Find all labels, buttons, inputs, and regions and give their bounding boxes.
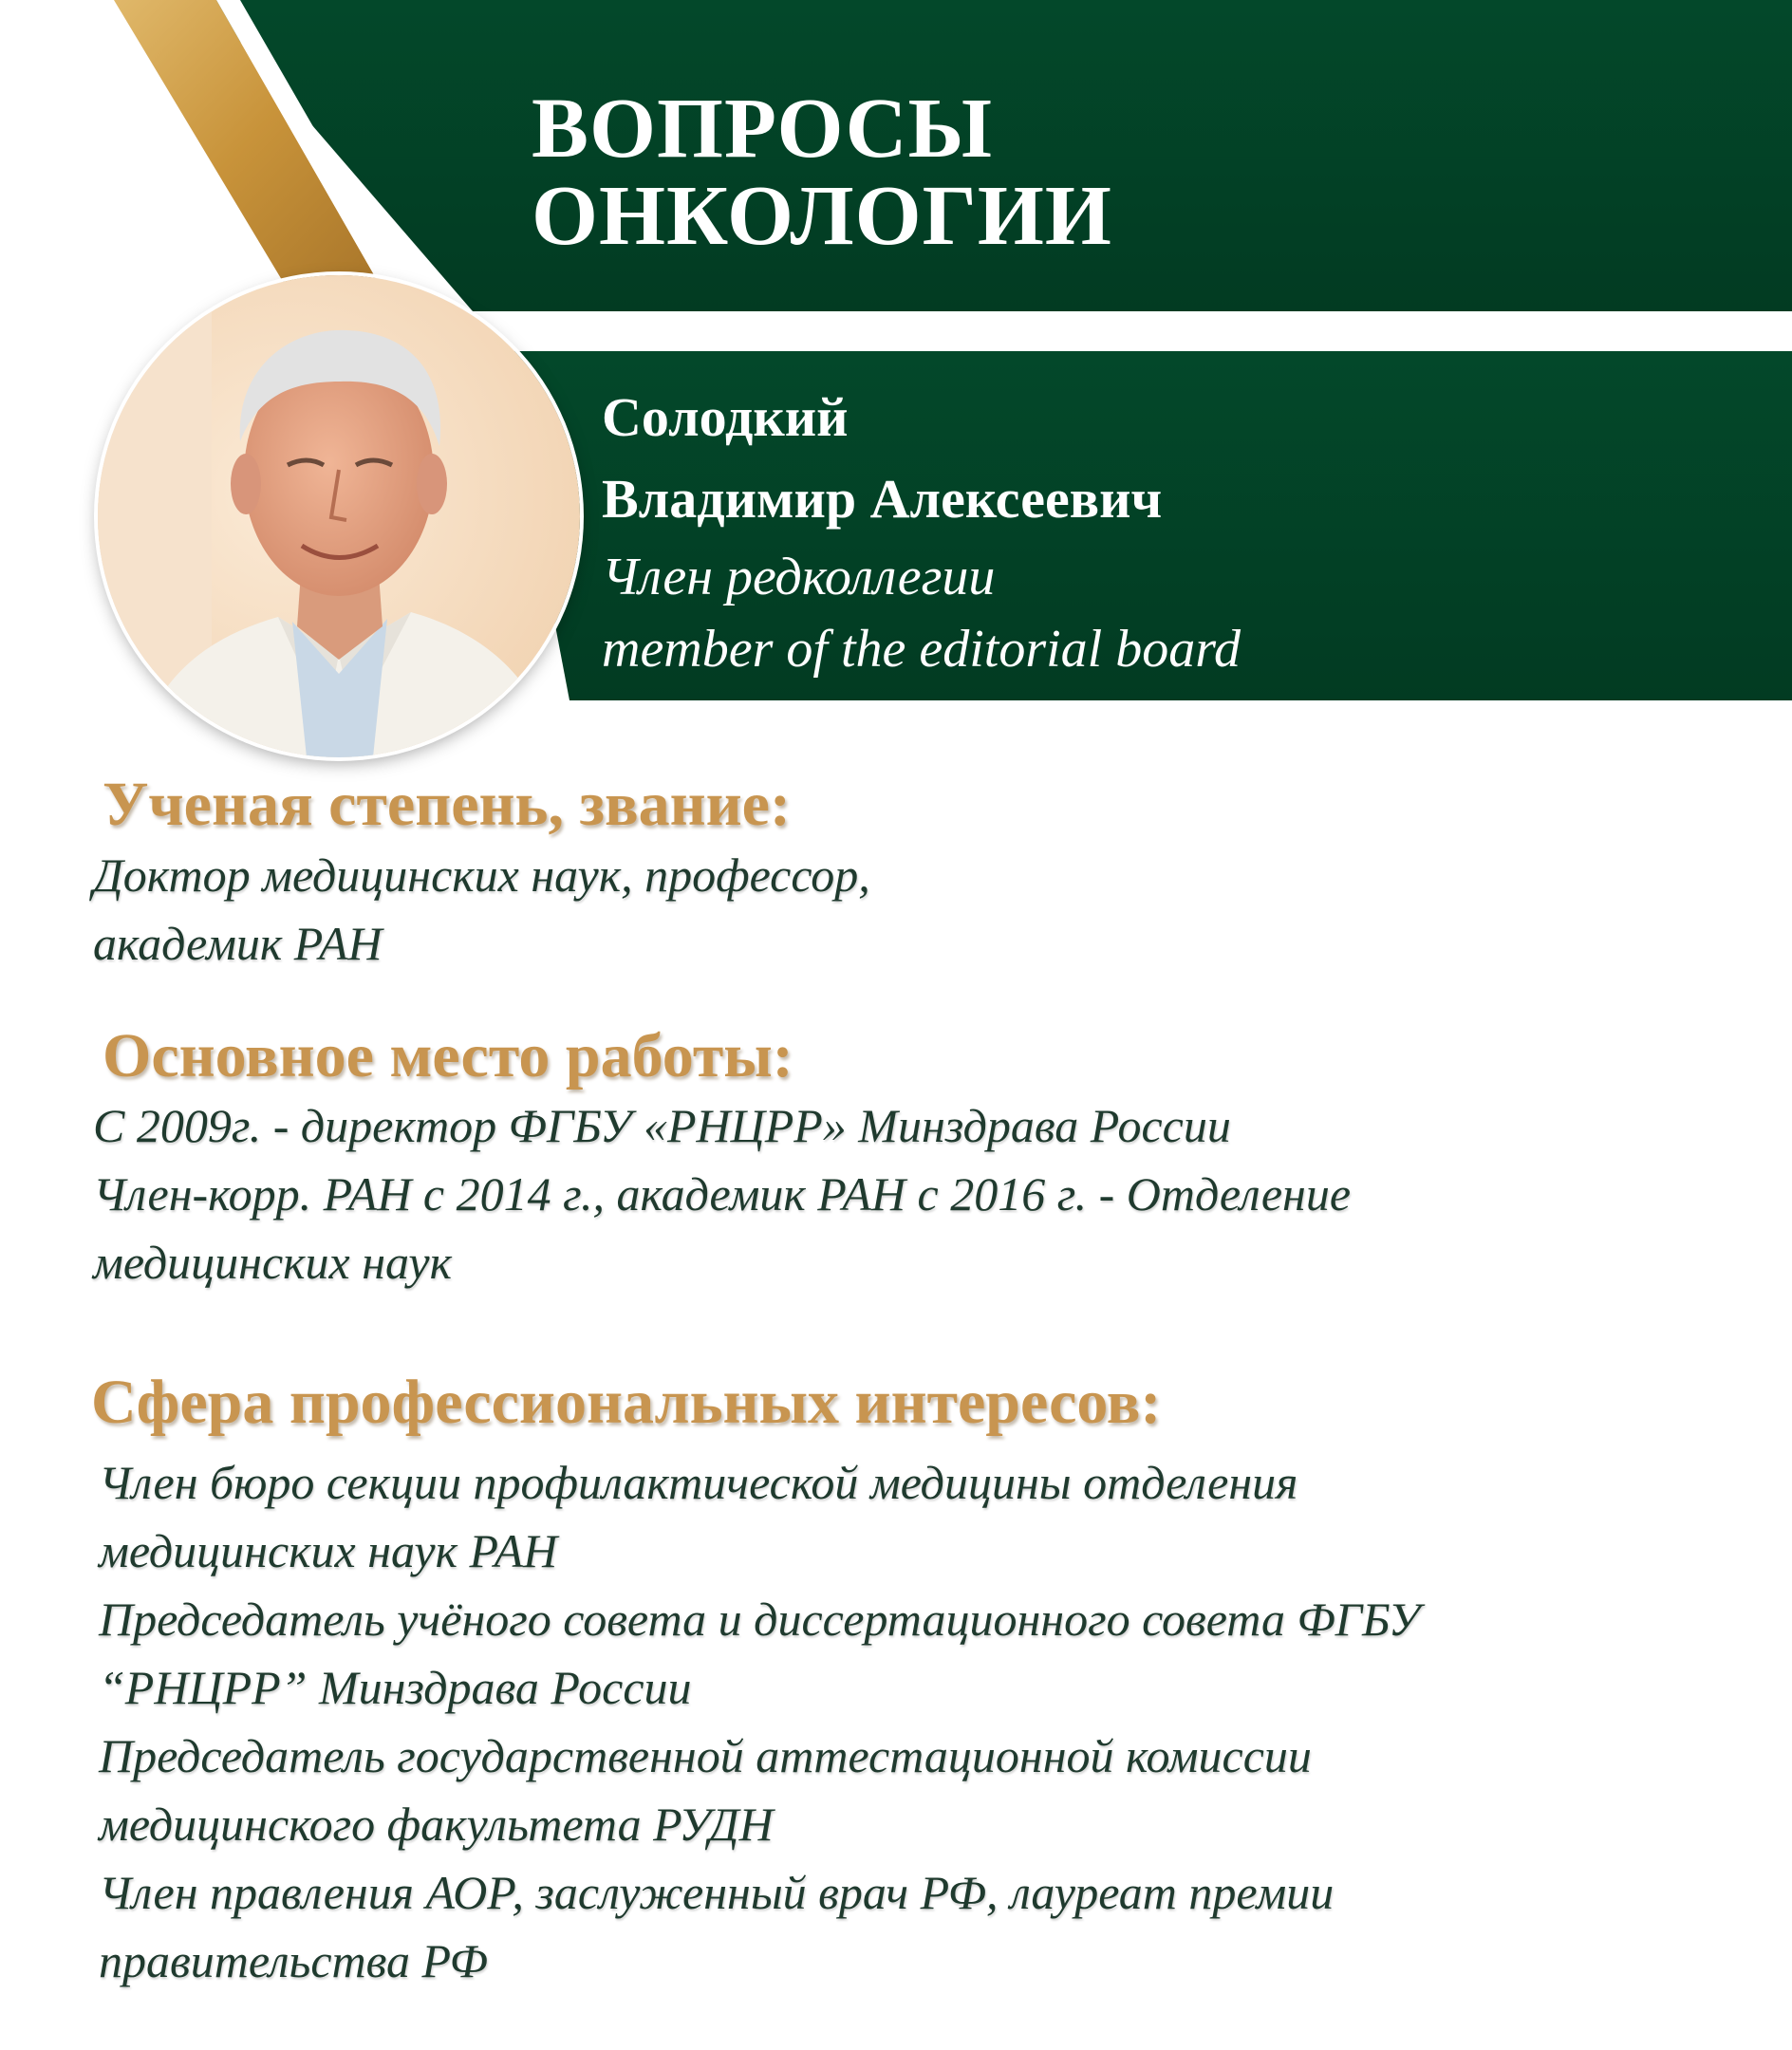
work-line: Член-корр. РАН с 2014 г., академик РАН с 2016 г. - Отделение	[93, 1167, 1352, 1221]
interests-line: “РНЦРР” Минздрава России	[99, 1661, 692, 1714]
person-portrait-image	[98, 275, 580, 757]
interests-line: медицинских наук РАН	[99, 1524, 558, 1577]
interests-line: Член бюро секции профилактической медицины отделения	[99, 1456, 1298, 1509]
interests-line: Председатель государственной аттестационной комиссии	[99, 1729, 1312, 1782]
degree-heading: Ученая степень, звание:	[103, 770, 791, 839]
interests-line: правительства РФ	[99, 1934, 488, 1987]
person-role	[602, 541, 1241, 685]
person-role-ru: Член редколлегии	[602, 548, 996, 606]
person-name	[602, 377, 1162, 540]
journal-title-line2: ОНКОЛОГИИ	[532, 169, 1112, 263]
work-line: С 2009г. - директор ФГБУ «РНЦРР» Минздрава России	[93, 1099, 1231, 1152]
portrait-photo	[98, 275, 580, 757]
interests-heading: Сфера профессиональных интересов:	[91, 1368, 1162, 1437]
work-heading: Основное место работы:	[103, 1021, 793, 1090]
degree-line: академик РАН	[93, 917, 383, 970]
degree-line: Доктор медицинских наук, профессор,	[93, 848, 870, 902]
person-given-names: Владимир Алексеевич	[602, 468, 1163, 530]
person-surname: Солодкий	[602, 386, 849, 448]
degree-text	[93, 841, 870, 978]
journal-title-line1: ВОПРОСЫ	[532, 82, 993, 176]
work-text	[93, 1091, 1351, 1296]
interests-line: медицинского факультета РУДН	[99, 1798, 774, 1851]
interests-line: Председатель учёного совета и диссертационного совета ФГБУ	[99, 1593, 1421, 1646]
interests-text	[99, 1448, 1420, 1995]
work-line: медицинских наук	[93, 1236, 452, 1289]
journal-title	[532, 82, 1112, 263]
interests-line: Член правления АОР, заслуженный врач РФ, лауреат премии	[99, 1866, 1335, 1919]
person-role-en: member of the editorial board	[602, 620, 1241, 679]
